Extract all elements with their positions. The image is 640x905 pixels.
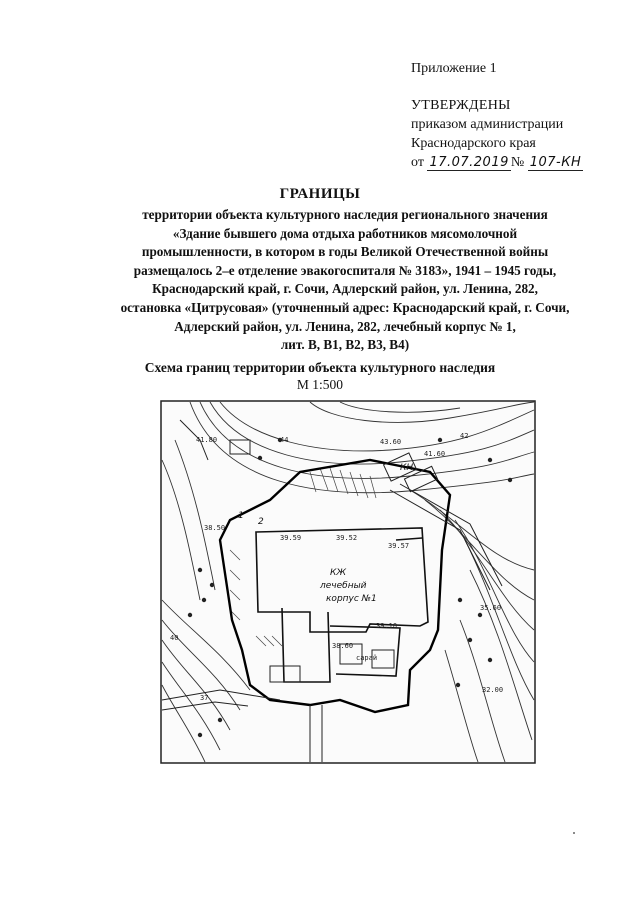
elevation-mark: 38.60 (332, 642, 354, 650)
elevation-mark: 39.57 (388, 542, 410, 550)
appendix-label: Приложение 1 (411, 61, 497, 76)
shed-label: сарай (356, 654, 378, 662)
page-speck (573, 832, 575, 834)
description-line: Краснодарский край, г. Сочи, Адлерский район, ул. Ленина, 282, (152, 281, 538, 297)
object-description (90, 206, 600, 355)
elevation-mark: 43.60 (380, 438, 402, 446)
approval-block (411, 96, 631, 172)
elevation-mark: 35.60 (480, 604, 502, 612)
description-line: остановка «Цитрусовая» (уточненный адрес: Краснодарский край, г. Сочи, (120, 299, 570, 315)
number-prefix: № (510, 155, 525, 170)
description-line: лит. В, В1, В2, В3, В4) (280, 337, 410, 353)
boundary-map (160, 400, 536, 764)
description-line: «Здание бывшего дома отдыха работников мясомолочной (172, 225, 518, 241)
building-name-label: лечебный (320, 581, 367, 591)
building-number-label: корпус №1 (326, 594, 377, 604)
handwritten-date: 17.07.2019 (429, 155, 509, 170)
description-line: Адлерский район, ул. Ленина, 282, лечебный корпус № 1, (174, 318, 516, 334)
schema-scale: М 1:500 (296, 377, 344, 392)
elevation-mark: 41.60 (424, 450, 446, 458)
elevation-mark: 39.52 (336, 534, 358, 542)
topographic-plan (160, 400, 536, 764)
approved-by-line: приказом администрации (411, 117, 564, 132)
schema-title: Схема границ территории объекта культурного наследия (144, 360, 496, 375)
description-line: размещалось 2–е отделение эвакогоспиталя № 3183», 1941 – 1945 годы, (133, 262, 557, 278)
contour-value: 42 (460, 432, 469, 440)
contour-value: 44 (280, 436, 289, 444)
elevation-mark: 39.59 (280, 534, 302, 542)
description-line: территории объекта культурного наследия регионального значения (142, 207, 548, 222)
contour-value: 40 (170, 634, 179, 642)
document-title: ГРАНИЦЫ (279, 186, 361, 202)
elevation-mark: 32.00 (482, 686, 504, 694)
elevation-mark: 39.10 (376, 622, 398, 630)
boundary-point-2: 2 (258, 517, 264, 527)
elevation-mark: 38.50 (204, 524, 226, 532)
elevation-mark: 41.80 (196, 436, 218, 444)
contour-value: 37 (200, 694, 209, 702)
approved-heading: УТВЕРЖДЕНЫ (411, 98, 511, 113)
order-date-line (411, 153, 631, 172)
kn-label: КН (400, 463, 414, 473)
region-line: Краснодарского края (411, 136, 536, 151)
building-type-label: КЖ (330, 568, 347, 578)
description-line: промышленности, в котором в годы Великой Отечественной войны (141, 244, 549, 260)
boundary-point-1: 1 (238, 511, 244, 521)
handwritten-order-number: 107-КН (529, 155, 582, 170)
date-prefix: от (411, 155, 424, 170)
